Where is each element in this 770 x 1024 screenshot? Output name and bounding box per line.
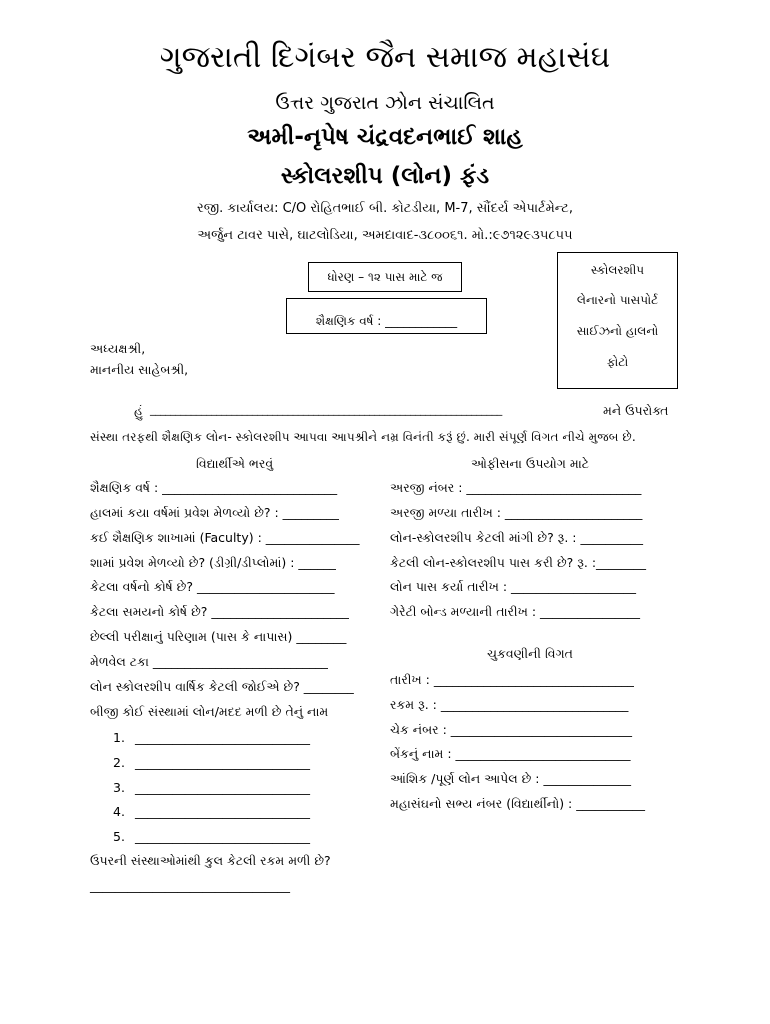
field-admission-type[interactable]: શામાં પ્રવેશ મેળવ્યો છે? (ડીગ્રી/ડીપ્લોમાં) : ______ [90, 555, 336, 570]
photo-box-line-4: ફોટો [606, 355, 629, 369]
list-blank[interactable]: ____________________________ [135, 829, 310, 844]
request-line-2: સંસ્થા તરફથી શૈક્ષણિક લોન- સ્કોલરશીપ આપવા આપશ્રીને નમ્ર વિનંતી કરૂં છું. મારી સંપૂર્ણ વિગત નીચે મુજબ છે. [90, 430, 636, 444]
list-number: 1. [113, 730, 125, 745]
payment-bank-name[interactable]: બેંકનું નામ : ____________________________ [390, 746, 631, 761]
applicant-name-blank[interactable]: _____________________________________________________________________ [150, 403, 502, 416]
field-annual-loan[interactable]: લોન સ્કોલરશીપ વાર્ષિક કેટલી જોઈએ છે? ________ [90, 679, 354, 694]
total-amount-question: ઉપરની સંસ્થાઓમાંથી કુલ કેટલી રકમ મળી છે? [90, 853, 331, 868]
field-other-institutions: બીજી કોઈ સંસ્થામાં લોન/મદદ મળી છે તેનું નામ [90, 704, 329, 719]
office-requested-amount[interactable]: લોન-સ્કોલરશીપ કેટલી માંગી છે? રૂ. : __________ [390, 530, 643, 545]
field-faculty[interactable]: કઈ શૈક્ષણિક શાખામાં (Faculty) : _______________ [90, 530, 360, 545]
eligibility-box: ધોરણ – ૧૨ પાસ માટે જ [308, 262, 462, 292]
payment-cheque-number[interactable]: ચેક નંબર : _____________________________ [390, 722, 633, 737]
salutation-line-1: અધ્યક્ષશ્રી, [90, 341, 146, 356]
list-number: 2. [113, 755, 125, 770]
payment-member-number[interactable]: મહાસંઘનો સભ્ય નંબર (વિદ્યાર્થીનો) : ___________ [390, 796, 645, 811]
photo-box-line-3: સાઈઝનો હાલનો [576, 324, 659, 338]
fund-type: સ્કોલરશીપ (લોન) ફંડ [280, 163, 490, 189]
office-approval-date[interactable]: લોન પાસ કર્યા તારીખ : ____________________ [390, 579, 637, 594]
list-blank[interactable]: ____________________________ [135, 804, 310, 819]
field-academic-year[interactable]: શૈક્ષણિક વર્ષ : ____________________________ [90, 480, 338, 495]
salutation-line-2: માનનીય સાહેબશ્રી, [90, 362, 189, 377]
address-line-2: અર્જુન ટાવર પાસે, ઘાટલોડિયા, અમદાવાદ-૩૮૦૦૬૧. મો.:૯૭૧૨૯૩૫૮૫૫ [197, 228, 573, 243]
office-guarantee-bond-date[interactable]: ગેરેટી બોન્ડ મળ્યાની તારીખ : ________________ [390, 604, 641, 619]
request-start: હું [134, 403, 143, 418]
academic-year-box[interactable]: શૈક્ષણિક વર્ષ : ____________ [286, 298, 487, 334]
photo-box [557, 252, 678, 389]
student-section-heading: વિદ્યાર્થીએ ભરવું [196, 456, 274, 471]
photo-box-line-2: લેનારનો પાસપોર્ટ [576, 293, 659, 307]
list-blank[interactable]: ____________________________ [135, 730, 310, 745]
payment-section-heading: ચુકવણીની વિગત [487, 646, 573, 661]
office-application-date[interactable]: અરજી મળ્યા તારીખ : ______________________ [390, 505, 643, 520]
request-end: મને ઉપરોક્ત [603, 403, 669, 418]
total-amount-blank[interactable]: ________________________________ [90, 878, 290, 893]
field-percentage[interactable]: મેળવેલ ટકા ____________________________ [90, 654, 328, 669]
field-course-years[interactable]: કેટલા વર્ષનો કોર્ષ છે? ______________________ [90, 579, 335, 594]
field-course-duration[interactable]: કેટલા સમયનો કોર્ષ છે? ______________________ [90, 604, 349, 619]
list-number: 4. [113, 804, 125, 819]
list-blank[interactable]: ____________________________ [135, 755, 310, 770]
fund-name: અમી-નૃપેષ ચંદ્રવદનભાઈ શાહ [247, 124, 523, 150]
payment-partial-full[interactable]: આંશિક /પૂર્ણ લોન આપેલ છે : ______________ [390, 771, 631, 786]
address-line-1: રજી. કાર્યાલય: C/O રોહિતભાઈ બી. કોટડીયા, M-7, સૌંદર્ય એપાર્ટમેન્ટ, [197, 201, 573, 216]
list-number: 3. [113, 780, 125, 795]
office-section-heading: ઓફીસના ઉપયોગ માટે [471, 456, 590, 471]
list-number: 5. [113, 829, 125, 844]
field-last-exam-result[interactable]: છેલ્લી પરીક્ષાનું પરિણામ (પાસ કે નાપાસ) ________ [90, 629, 347, 644]
list-blank[interactable]: ____________________________ [135, 780, 310, 795]
office-approved-amount[interactable]: કેટલી લોન-સ્કોલરશીપ પાસ કરી છે? રૂ. :________ [390, 555, 647, 570]
office-application-number[interactable]: અરજી નંબર : ____________________________ [390, 480, 642, 495]
photo-box-line-1: સ્કોલરશીપ [590, 263, 645, 277]
field-current-year[interactable]: હાલમાં કયા વર્ષમાં પ્રવેશ મેળવ્યો છે? : _________ [90, 505, 339, 520]
payment-amount[interactable]: રકમ રૂ. : ______________________________ [390, 697, 629, 712]
org-title: ગુજરાતી દિગંબર જૈન સમાજ મહાસંઘ [159, 40, 611, 75]
payment-date[interactable]: તારીખ : ________________________________ [390, 672, 634, 687]
zone-subtitle: ઉત્તર ગુજરાત ઝોન સંચાલિત [275, 92, 495, 114]
